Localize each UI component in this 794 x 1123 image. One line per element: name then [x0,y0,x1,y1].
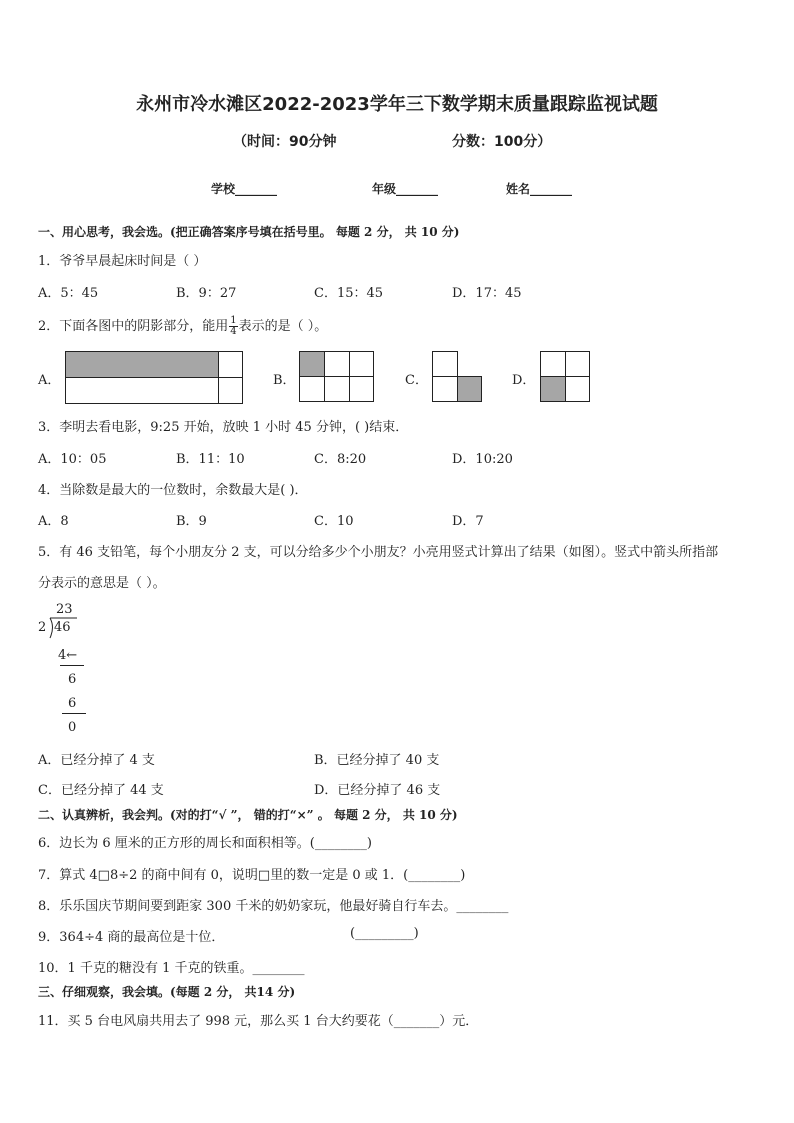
q2-text-before: 2．下面各图中的阴影部分，能用 [38,319,229,334]
question-3: 3．李明去看电影，9:25 开始，放映 1 小时 45 分钟，( )结束． [38,420,409,435]
division-divisor: 2 [38,620,47,635]
fraction-one-quarter [229,316,237,337]
q1-option-c[interactable]: C．15：45 [314,286,384,301]
division-step-3: 6 [68,696,77,711]
q4-option-d[interactable]: D．7 [452,514,484,529]
section-1-heading: 一、用心思考，我会选。(把正确答案序号填在括号里。 每题 2 分， 共 10 分) [38,225,460,239]
q3-option-a[interactable]: A．10：05 [38,452,107,467]
q5-option-b[interactable]: B．已经分掉了 40 支 [314,753,440,768]
page-title: 永州市冷水滩区2022-2023学年三下数学期末质量跟踪监视试题 [136,94,658,115]
division-quotient: 23 [56,602,73,617]
q1-option-b[interactable]: B．9：27 [176,286,237,301]
section-2-heading: 二、认真辨析，我会判。(对的打“√ ”， 错的打“×” 。 每题 2 分， 共 10 分) [38,808,458,822]
division-dividend: 46 [54,620,71,635]
division-line [60,665,84,666]
figure-b-cell [349,376,374,402]
question-4: 4．当除数是最大的一位数时，余数最大是( )． [38,483,308,498]
figure-b-shaded-cell [299,351,325,377]
figure-b-cell [299,376,325,402]
figure-a-cell [218,377,243,404]
question-2 [38,315,327,337]
fraction-denominator: 4 [230,326,237,337]
question-5-line-1: 5．有 46 支铅笔，每个小朋友分 2 支，可以分给多少个小朋友？小亮用竖式计算出了结果（如图）。竖式中箭头所指部 [38,545,719,560]
question-6[interactable]: 6．边长为 6 厘米的正方形的周长和面积相等。(________) [38,836,372,851]
figure-d-cell [565,351,590,377]
q3-option-c[interactable]: C．8:20 [314,452,367,467]
question-5-line-2: 分表示的意思是（ ）。 [38,576,166,591]
division-step-1-value: 4 [58,648,67,663]
figure-b-cell [349,351,374,377]
q5-option-d[interactable]: D．已经分掉了 46 支 [314,783,441,798]
figure-b-cell [324,376,350,402]
question-8[interactable]: 8．乐乐国庆节期间要到距家 300 千米的奶奶家玩，他最好骑自行车去。________ [38,899,509,914]
q3-option-b[interactable]: B．11：10 [176,452,245,467]
q4-option-c[interactable]: C．10 [314,514,354,529]
q2-option-d[interactable]: D． [512,373,536,388]
division-remainder: 0 [68,720,77,735]
question-11[interactable]: 11．买 5 台电风扇共用去了 998 元，那么买 1 台大约要花（_______）元． [38,1014,479,1029]
question-9: 9．364÷4 商的最高位是十位． [38,930,225,945]
q2-option-a[interactable]: A． [38,373,61,388]
q4-option-a[interactable]: A．8 [38,514,69,529]
name-field[interactable]: 姓名_______ [506,182,573,196]
q2-text-after: 表示的是（ ）。 [238,319,328,334]
figure-b-cell [324,351,350,377]
figure-d-grid [540,351,590,402]
left-arrow-icon: ← [66,648,78,663]
division-line [62,713,86,714]
division-step-1 [58,648,77,663]
q1-option-d[interactable]: D．17：45 [452,286,522,301]
question-1: 1．爷爷早晨起床时间是（ ） [38,254,207,269]
figure-d-cell [540,351,566,377]
figure-a-cell [65,377,219,404]
question-9-answer-blank[interactable]: (_________) [350,926,419,941]
q2-option-b[interactable]: B． [273,373,296,388]
figure-d-cell [565,376,590,402]
figure-c-l-shape [432,351,482,402]
question-10[interactable]: 10．1 千克的糖没有 1 千克的铁重。________ [38,961,305,976]
fraction-numerator: 1 [230,315,237,326]
q5-option-a[interactable]: A．已经分掉了 4 支 [38,753,155,768]
figure-d-shaded-cell [540,376,566,402]
section-3-heading: 三、仔细观察，我会填。(每题 2 分， 共14 分) [38,985,296,999]
q2-option-c[interactable]: C． [405,373,428,388]
question-7[interactable]: 7．算式 4□8÷2 的商中间有 0，说明□里的数一定是 0 或 1．(________) [38,868,466,883]
school-field[interactable]: 学校_______ [211,182,278,196]
q5-option-c[interactable]: C．已经分掉了 44 支 [38,783,164,798]
score-label: 分数：100分） [452,134,552,150]
q3-option-d[interactable]: D．10:20 [452,452,513,467]
figure-a-bar [65,351,243,404]
q4-option-b[interactable]: B．9 [176,514,207,529]
grade-field[interactable]: 年级_______ [372,182,439,196]
figure-a-shaded-cell [65,351,219,378]
long-division [38,600,98,740]
figure-c-cell [432,376,458,402]
division-step-2: 6 [68,672,77,687]
figure-a-cell [218,351,243,378]
figure-c-shaded-cell [457,376,482,402]
figure-b-grid [299,351,374,402]
figure-c-cell [432,351,458,377]
time-label: （时间：90分钟 [233,134,337,150]
q1-option-a[interactable]: A．5：45 [38,286,99,301]
